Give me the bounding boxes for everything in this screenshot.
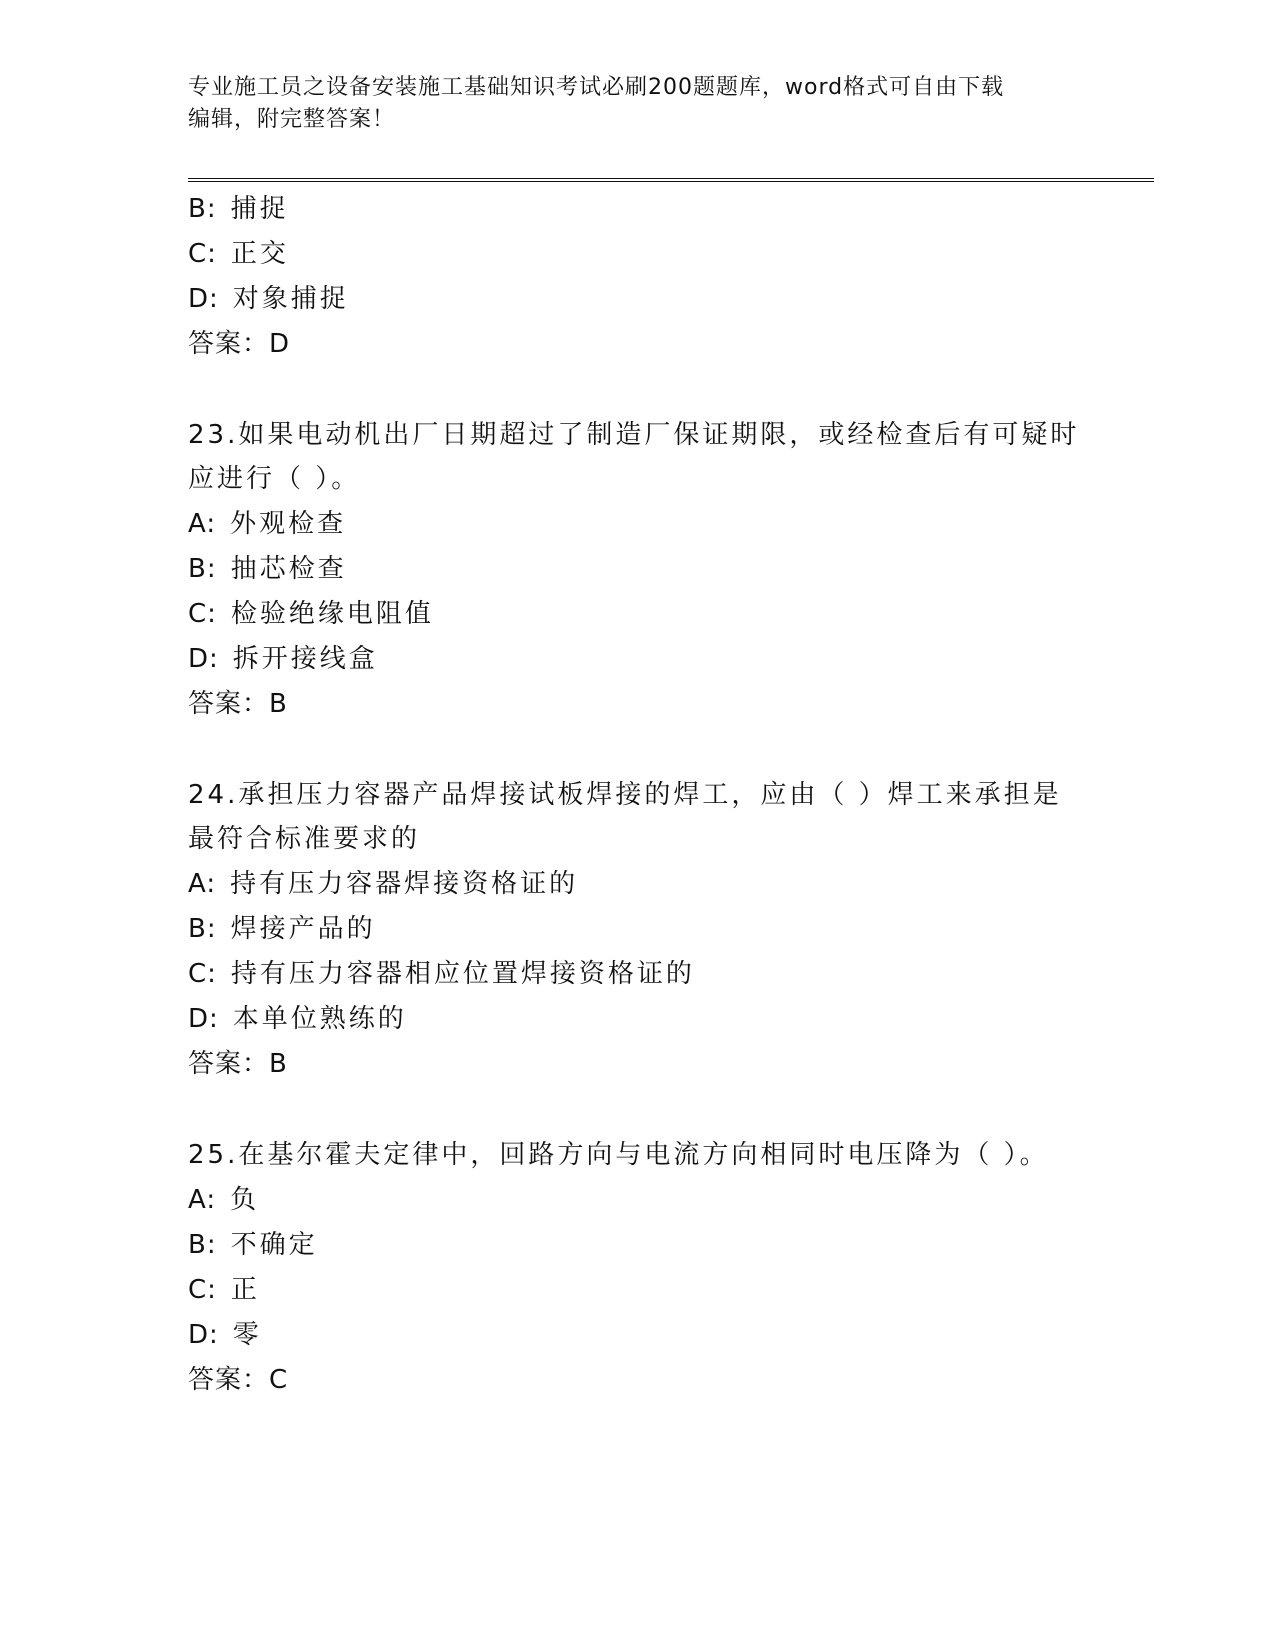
header-line-1: 专业施工员之设备安装施工基础知识考试必刷200题题库，word格式可自由下载: [188, 75, 1005, 100]
q25-answer: 答案：C: [188, 1365, 289, 1395]
question-23-line-1: 23.如果电动机出厂日期超过了制造厂保证期限，或经检查后有可疑时: [188, 420, 1080, 450]
question-24-line-2: 最符合标准要求的: [188, 824, 421, 854]
option-d: D: 对象捕捉: [188, 284, 349, 314]
option-b: B: 捕捉: [188, 194, 289, 224]
q23-option-b: B: 抽芯检查: [188, 554, 347, 584]
q24-option-d: D: 本单位熟练的: [188, 1004, 407, 1034]
question-24-line-1: 24.承担压力容器产品焊接试板焊接的焊工，应由（ ）焊工来承担是: [188, 780, 1062, 810]
q23-answer: 答案：B: [188, 689, 288, 719]
q25-option-b: B: 不确定: [188, 1230, 318, 1260]
q24-option-a: A: 持有压力容器焊接资格证的: [188, 869, 579, 899]
question-23-line-2: 应进行（ ）。: [188, 464, 361, 494]
q25-option-a: A: 负: [188, 1185, 260, 1215]
q23-option-c: C: 检验绝缘电阻值: [188, 599, 434, 629]
q24-option-c: C: 持有压力容器相应位置焊接资格证的: [188, 959, 695, 989]
q24-option-b: B: 焊接产品的: [188, 914, 376, 944]
q24-answer: 答案：B: [188, 1049, 288, 1079]
q23-option-a: A: 外观检查: [188, 509, 347, 539]
page-header: [188, 72, 1068, 136]
header-line-2: 编辑，附完整答案！: [188, 107, 396, 132]
q25-option-d: D: 零: [188, 1320, 262, 1350]
question-25-line-1: 25.在基尔霍夫定律中，回路方向与电流方向相同时电压降为（ ）。: [188, 1140, 1049, 1170]
answer: 答案：D: [188, 329, 291, 359]
option-c: C: 正交: [188, 239, 289, 269]
q25-option-c: C: 正: [188, 1275, 260, 1305]
header-divider: [188, 178, 1154, 182]
q23-option-d: D: 拆开接线盒: [188, 644, 378, 674]
